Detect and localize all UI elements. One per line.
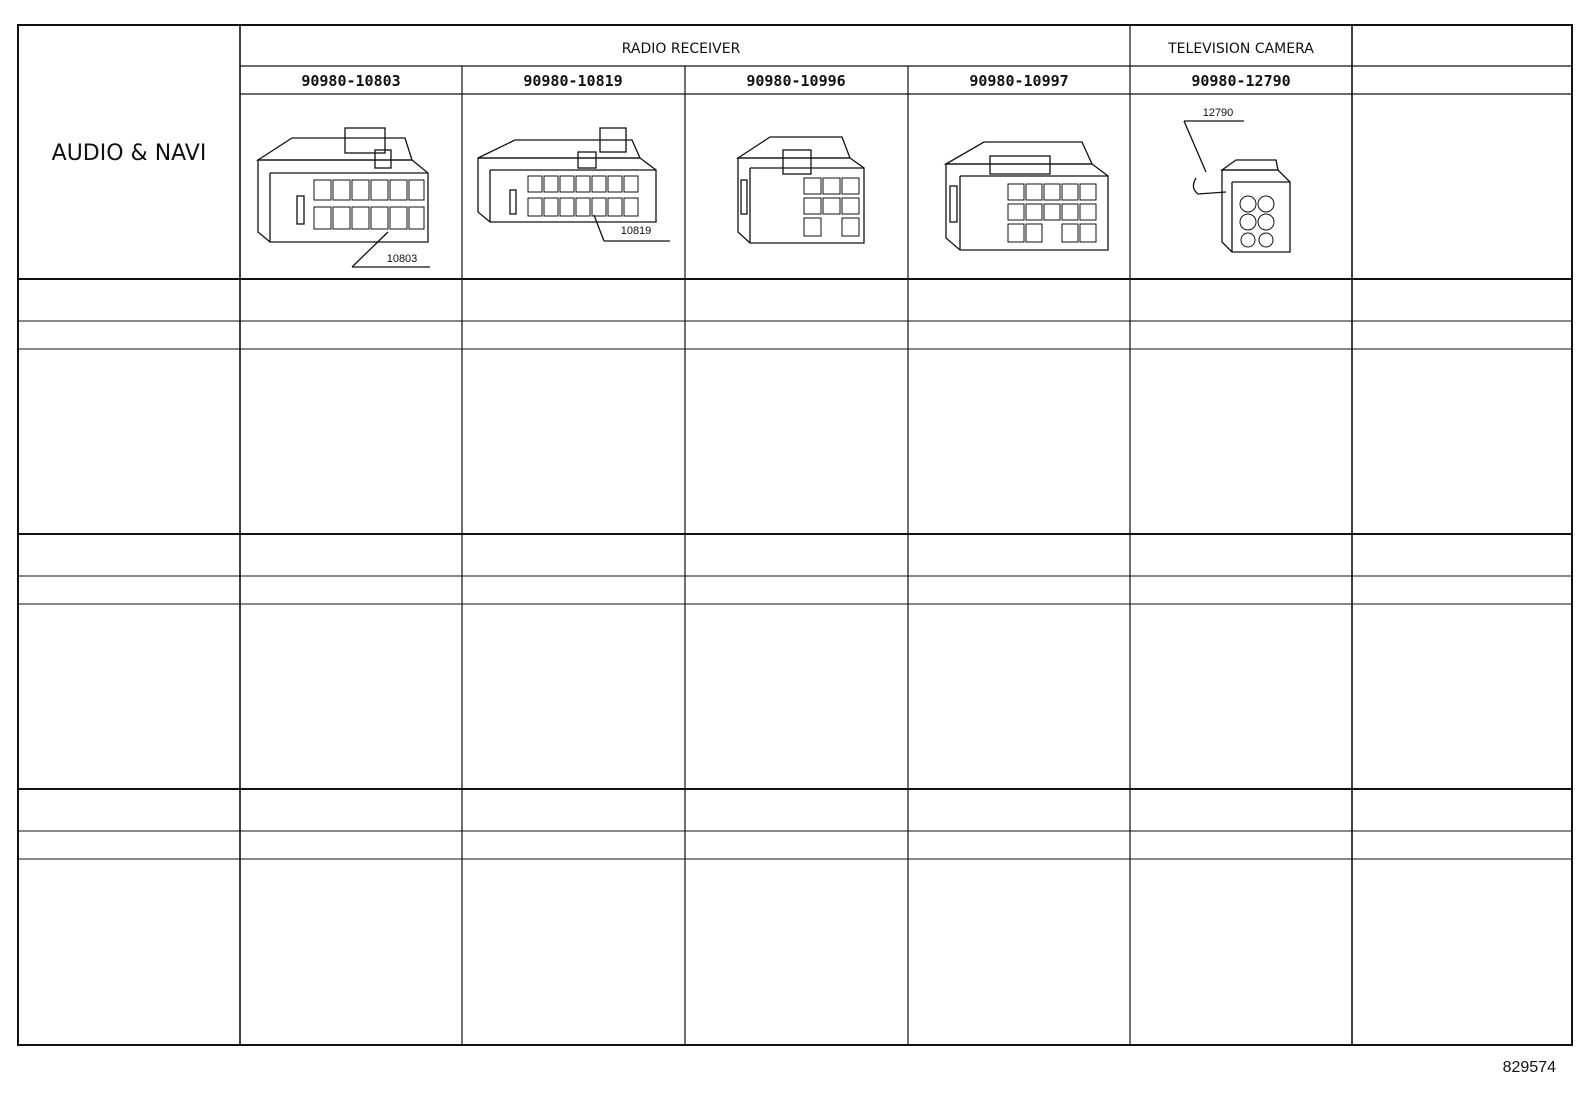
group-header-radio-receiver: RADIO RECEIVER [621, 41, 741, 57]
row-title: AUDIO & NAVI [51, 141, 207, 166]
part-number-90980-10997: 90980-10997 [969, 72, 1069, 90]
connector-10996-icon [738, 137, 864, 243]
part-number-90980-10803: 90980-10803 [301, 72, 401, 90]
connector-10997-icon [946, 142, 1108, 250]
drawing-id: 829574 [1502, 1059, 1556, 1076]
callout-10819: 10819 [620, 225, 652, 237]
part-number-90980-10996: 90980-10996 [746, 72, 846, 90]
group-header-television-camera: TELEVISION CAMERA [1168, 41, 1314, 57]
callout-10803: 10803 [386, 253, 418, 265]
header-lines [240, 66, 1572, 94]
row-lines [18, 279, 1572, 859]
connector-10803-icon [258, 128, 430, 267]
part-number-90980-12790: 90980-12790 [1191, 72, 1291, 90]
callout-12790: 12790 [1202, 107, 1234, 119]
connector-12790-icon [1184, 121, 1290, 252]
part-number-90980-10819: 90980-10819 [523, 72, 623, 90]
